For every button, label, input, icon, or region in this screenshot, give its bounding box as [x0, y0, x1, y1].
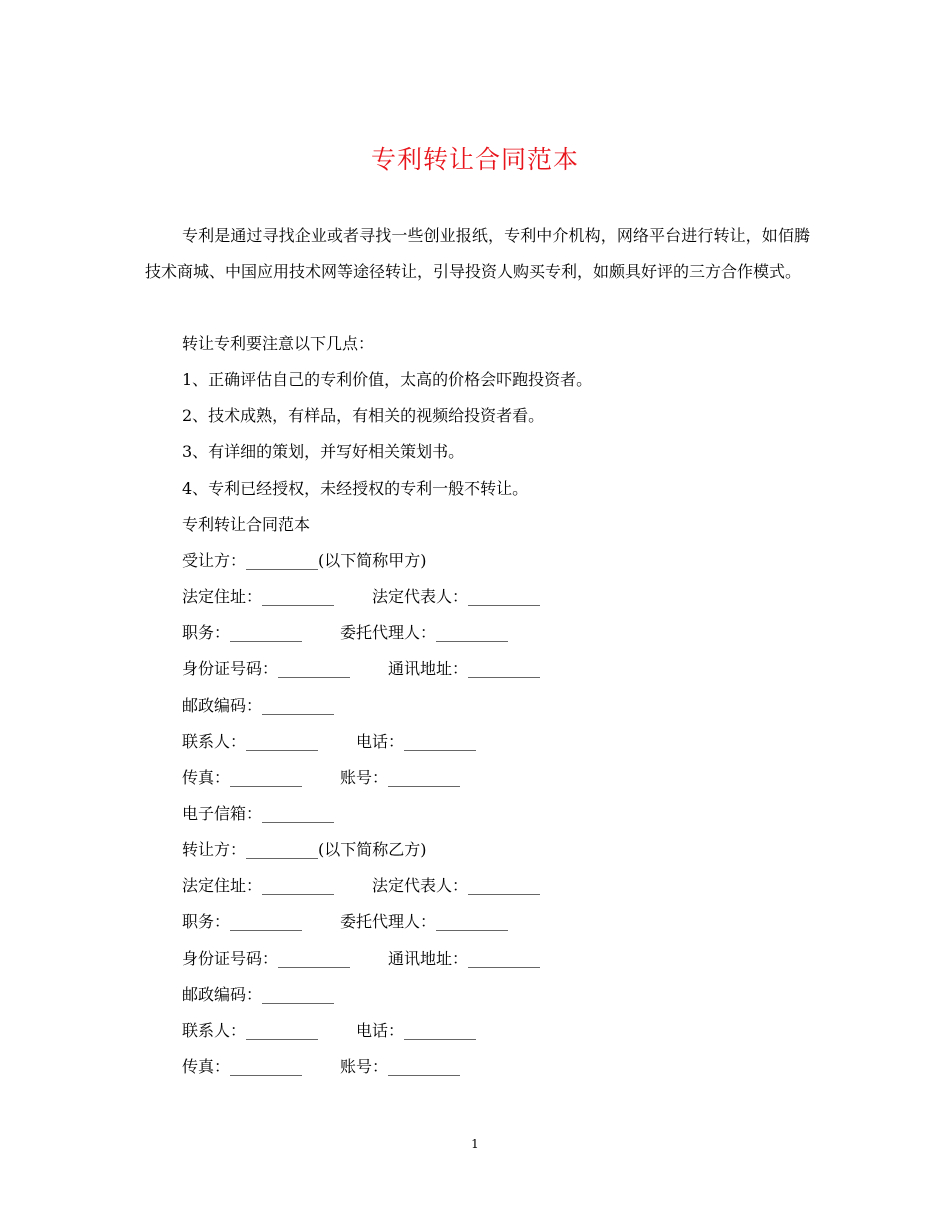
intro-paragraph: 专利是通过寻找企业或者寻找一些创业报纸，专利中介机构，网络平台进行转让，如佰腾技术商城、中国应用技术网等途径转让，引导投资人购买专利，如颇具好评的三方合作模式。: [145, 226, 810, 281]
party-a-mail-addr: 通讯地址：_________: [388, 659, 541, 678]
party-b-row-fax: [182, 1055, 460, 1079]
party-a-row-id: [182, 657, 540, 681]
party-b-row-contact: [182, 1019, 476, 1043]
party-a-fax: 传真：_________: [182, 768, 303, 787]
party-b-row-id: [182, 947, 540, 971]
party-a-transferee: 受让方：_________(以下简称甲方): [182, 551, 427, 570]
note-item-4: 4、专利已经授权，未经授权的专利一般不转让。: [182, 479, 529, 498]
note-item-3: 3、有详细的策划，并写好相关策划书。: [182, 442, 465, 461]
party-b-row-position: [182, 910, 508, 934]
party-a-email: 电子信箱：_________: [182, 804, 335, 823]
party-b-fax: 传真：_________: [182, 1057, 303, 1076]
contract-heading: 专利转让合同范本: [182, 515, 311, 534]
party-b-address: 法定住址：_________: [182, 876, 335, 895]
party-a-account: 账号：_________: [340, 768, 461, 787]
party-b-mail-addr: 通讯地址：_________: [388, 949, 541, 968]
page-number: 1: [471, 1137, 479, 1151]
party-b-phone: 电话：_________: [356, 1021, 477, 1040]
note-item-1: 1、正确评估自己的专利价值，太高的价格会吓跑投资者。: [182, 370, 593, 389]
party-a-row-contact: [182, 730, 476, 754]
party-a-row-fax: [182, 766, 460, 790]
party-a-row-address: [182, 585, 540, 609]
party-a-position: 职务：_________: [182, 623, 303, 642]
party-b-postcode: 邮政编码：_________: [182, 985, 335, 1004]
party-b-account: 账号：_________: [340, 1057, 461, 1076]
party-b-agent: 委托代理人：_________: [340, 912, 509, 931]
document-title: 专利转让合同范本: [370, 145, 579, 174]
party-a-row-position: [182, 621, 508, 645]
party-b-row-address: [182, 874, 540, 898]
party-a-postcode: 邮政编码：_________: [182, 696, 335, 715]
party-a-agent: 委托代理人：_________: [340, 623, 509, 642]
party-b-legal-rep: 法定代表人：_________: [372, 876, 541, 895]
party-b-position: 职务：_________: [182, 912, 303, 931]
notes-heading: 转让专利要注意以下几点：: [182, 334, 375, 353]
party-b-transferor: 转让方：_________(以下简称乙方): [182, 840, 427, 859]
party-a-legal-rep: 法定代表人：_________: [372, 587, 541, 606]
party-a-address: 法定住址：_________: [182, 587, 335, 606]
party-a-contact: 联系人：_________: [182, 732, 319, 751]
party-a-id-no: 身份证号码：_________: [182, 659, 351, 678]
party-b-id-no: 身份证号码：_________: [182, 949, 351, 968]
party-a-phone: 电话：_________: [356, 732, 477, 751]
note-item-2: 2、技术成熟，有样品，有相关的视频给投资者看。: [182, 406, 545, 425]
party-b-contact: 联系人：_________: [182, 1021, 319, 1040]
